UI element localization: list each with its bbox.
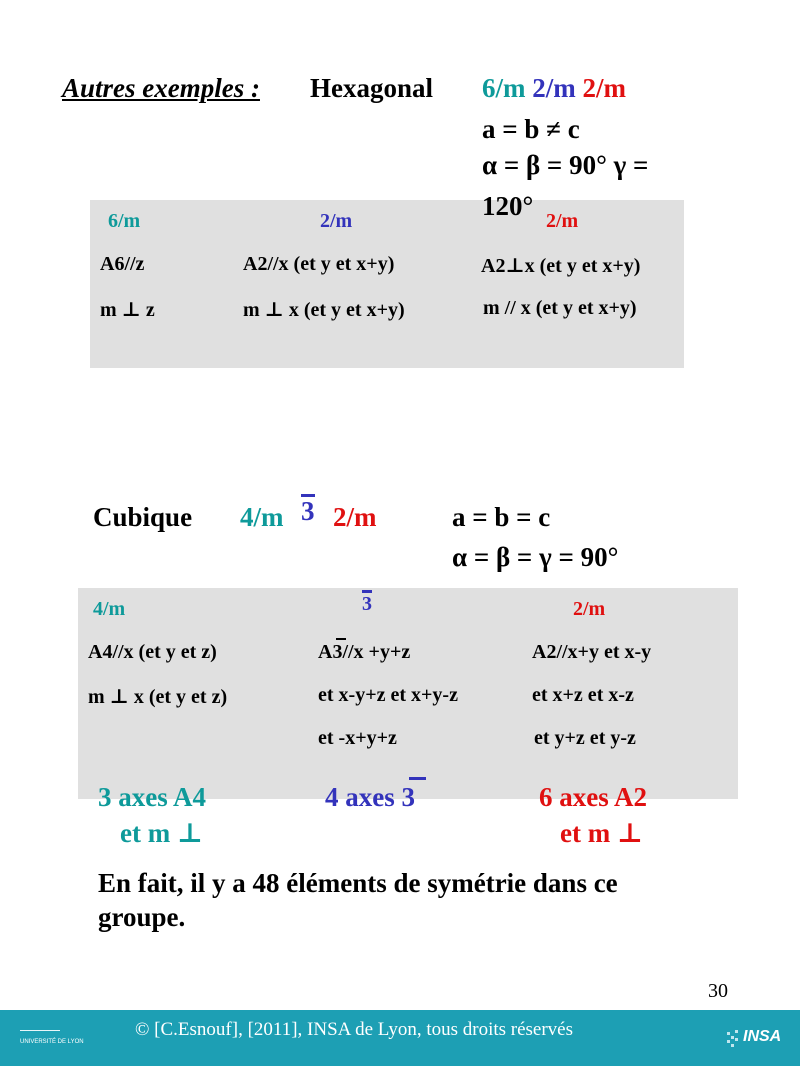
cubic-params-line2: α = β = γ = 90° [452, 542, 619, 572]
summary-a4-mirrors: et m ⊥ [120, 818, 203, 848]
cubic-group-2m: 2/m [333, 502, 377, 532]
cubic-col2-header-text: 3 [362, 590, 372, 614]
cubic-group-3bar [301, 494, 315, 527]
cubic-c3-r3: et y+z et y-z [534, 727, 636, 749]
summary-a2-mirrors: et m ⊥ [560, 818, 643, 848]
hex-cell-r1c3: A2⊥x (et y et x+y) [481, 255, 641, 277]
hex-point-group [482, 73, 626, 104]
hex-cell-r2c3: m // x (et y et x+y) [483, 297, 637, 319]
hex-col2-header: 2/m [320, 210, 353, 232]
insa-logo-text: INSA [743, 1028, 782, 1045]
hex-group-2m-a: 2/m [532, 73, 576, 103]
cubic-c1-r1: A4//x (et y et z) [88, 641, 217, 663]
cubic-c2-r3: et -x+y+z [318, 727, 397, 749]
hex-col1-header: 6/m [108, 210, 141, 232]
hex-cell-r2c1: m ⊥ z [100, 299, 155, 321]
slide-title: Autres exemples : [62, 73, 260, 103]
cubic-c2-r1-overbar [336, 638, 346, 640]
hex-table-box [90, 200, 684, 368]
hex-params-line1: a = b ≠ c [482, 114, 580, 144]
system-cubic: Cubique [93, 502, 193, 532]
footer-copyright: © [C.Esnouf], [2011], INSA de Lyon, tous droits réservés [135, 1019, 574, 1040]
footer-bar [0, 1010, 800, 1066]
hex-cell-r2c2: m ⊥ x (et y et x+y) [243, 299, 405, 321]
hex-cell-r1c2: A2//x (et y et x+y) [243, 253, 395, 275]
hex-cell-r1c1: A6//z [100, 253, 145, 275]
cubic-col1-header: 4/m [93, 598, 126, 620]
cubic-c2-r1: A3//x +y+z [318, 641, 411, 663]
cubic-c3-r1: A2//x+y et x-y [532, 641, 652, 663]
cubic-params-line1: a = b = c [452, 502, 551, 532]
cubic-c3-r2: et x+z et x-z [532, 684, 634, 706]
summary-a3bar-overbar [409, 777, 426, 780]
summary-a4-axes: 3 axes A4 [98, 782, 206, 812]
cubic-group-4m: 4/m [240, 502, 284, 532]
summary-a2-axes: 6 axes A2 [539, 782, 647, 812]
hex-params-line3: 120° [482, 191, 534, 221]
hex-group-6m: 6/m [482, 73, 526, 103]
cubic-col2-header [362, 590, 372, 616]
universite-de-lyon-logo-text: UNIVERSITÉ DE LYON [20, 1039, 84, 1045]
hex-group-2m-b: 2/m [582, 73, 626, 103]
cubic-group-3bar-text: 3 [301, 496, 315, 526]
hex-params-line2: α = β = 90° γ = [482, 150, 649, 180]
page-number: 30 [708, 980, 728, 1002]
cubic-col3-header: 2/m [573, 598, 606, 620]
conclusion-text: En fait, il y a 48 éléments de symétrie dans ce groupe. [98, 868, 618, 932]
universite-de-lyon-logo [20, 1028, 84, 1048]
system-hexagonal: Hexagonal [310, 73, 434, 103]
insa-logo [725, 1024, 785, 1054]
cubic-c2-r2: et x-y+z et x+y-z [318, 684, 458, 706]
summary-a3bar-axes: 4 axes 3 [325, 782, 415, 812]
cubic-c1-r2: m ⊥ x (et y et z) [88, 686, 228, 708]
hex-col3-header: 2/m [546, 210, 579, 232]
